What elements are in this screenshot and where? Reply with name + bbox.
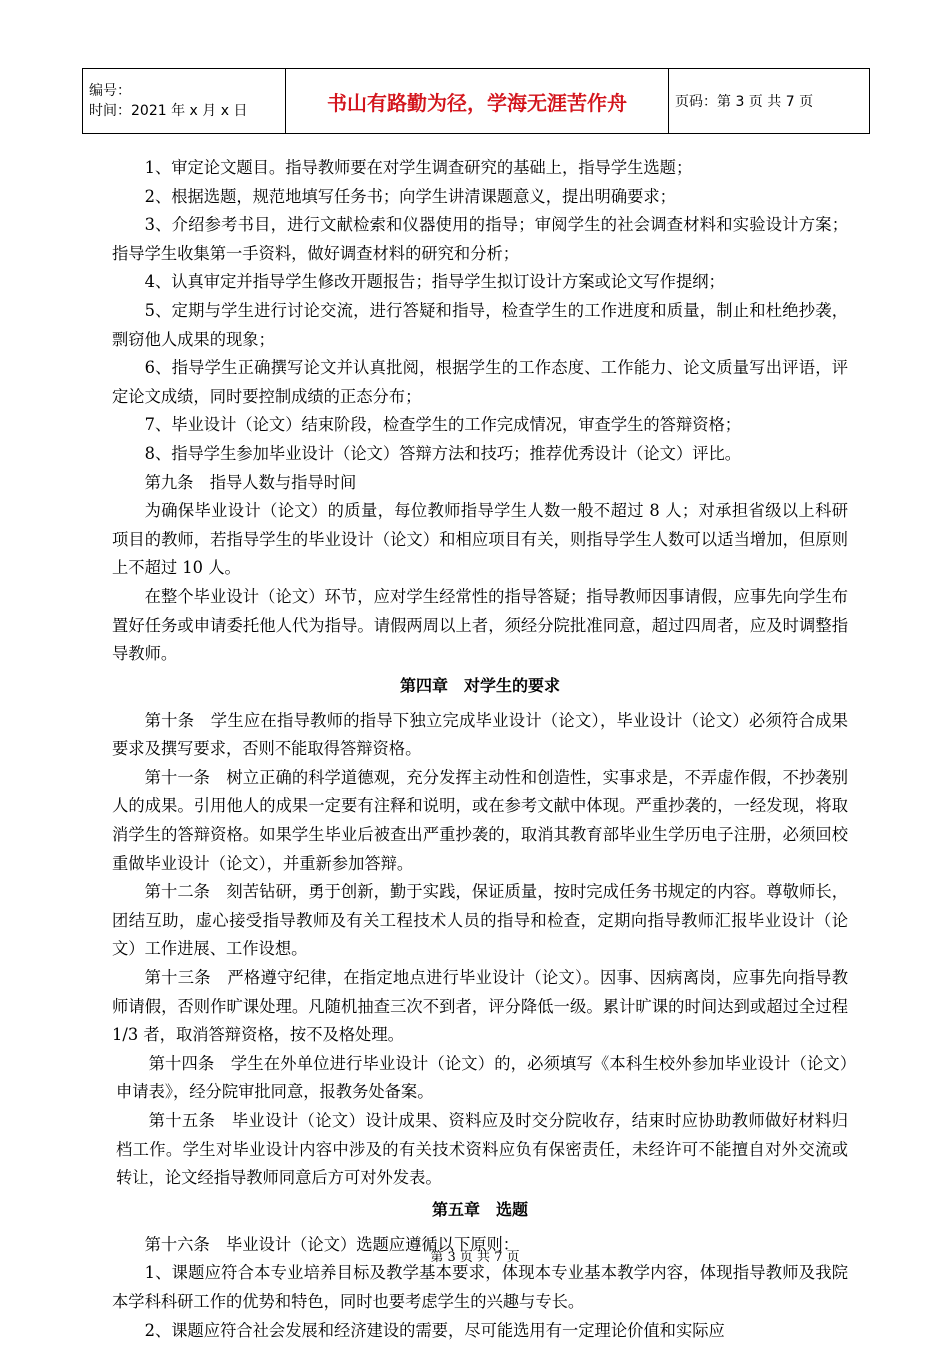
chapter-four-title: 第四章 对学生的要求 bbox=[399, 675, 560, 695]
paragraph: 第十三条 严格遵守纪律，在指定地点进行毕业设计（论文）。因事、因病离岗，应事先向指导教师请假，否则作旷课处理。凡随机抽查三次不到者，评分降低一级。累计旷课的时间达到或超过全过程 1/3 者，取消答辩资格，按不及格处理。 bbox=[112, 968, 848, 1045]
paragraph: 6、指导学生正确撰写论文并认真批阅，根据学生的工作态度、工作能力、论文质量写出评语，评定论文成绩，同时要控制成绩的正态分布； bbox=[112, 358, 848, 406]
chapter-five-title: 第五章 选题 bbox=[431, 1199, 528, 1219]
paragraph: 为确保毕业设计（论文）的质量，每位教师指导学生人数一般不超过 8 人；对承担省级以上科研项目的教师，若指导学生的毕业设计（论文）和相应项目有关，则指导学生人数可以适当增加，但原则上不超过 10 人。 bbox=[112, 501, 848, 578]
paragraph: 第十条 学生应在指导教师的指导下独立完成毕业设计（论文），毕业设计（论文）必须符合成果要求及撰写要求，否则不能取得答辩资格。 bbox=[112, 710, 848, 759]
paragraph: 3、介绍参考书目，进行文献检索和仪器使用的指导；审阅学生的社会调查材料和实验设计方案；指导学生收集第一手资料，做好调查材料的研究和分析； bbox=[112, 215, 848, 263]
paragraph: 第十二条 刻苦钻研，勇于创新，勤于实践，保证质量，按时完成任务书规定的内容。尊敬师长，团结互助，虚心接受指导教师及有关工程技术人员的指导和检查，定期向指导教师汇报毕业设计（论文）工作进展、工作设想。 bbox=[112, 882, 848, 959]
paragraph: 第十五条 毕业设计（论文）设计成果、资料应及时交分院收存，结束时应协助教师做好材料归档工作。学生对毕业设计内容中涉及的有关技术资料应负有保密责任，未经许可不能擅自对外交流或转让，论文经指导教师同意后方可对外发表。 bbox=[116, 1111, 848, 1188]
page-header bbox=[82, 68, 870, 134]
paragraph: 第十四条 学生在外单位进行毕业设计（论文）的，必须填写《本科生校外参加毕业设计（论文）申请表》，经分院审批同意，报教务处备案。 bbox=[116, 1053, 848, 1102]
paragraph: 第十六条 毕业设计（论文）选题应遵循以下原则： bbox=[144, 1234, 520, 1254]
paragraph: 4、认真审定并指导学生修改开题报告；指导学生拟订设计方案或论文写作提纲； bbox=[144, 272, 725, 292]
paragraph: 第十一条 树立正确的科学道德观，充分发挥主动性和创造性，实事求是，不弄虚作假，不抄袭别人的成果。引用他人的成果一定要有注释和说明，或在参考文献中体现。严重抄袭的，一经发现，将取消学生的答辩资格。如果学生毕业后被查出严重抄袭的，取消其教育部毕业生学历电子注册，必须回校重做毕业设计（论文），并重新参加答辩。 bbox=[112, 767, 848, 873]
document-number-label: 编号： bbox=[89, 83, 131, 99]
paragraph: 5、定期与学生进行讨论交流，进行答疑和指导，检查学生的工作进度和质量，制止和杜绝抄袭，剽窃他人成果的现象； bbox=[112, 300, 848, 349]
paragraph: 2、根据选题，规范地填写任务书；向学生讲清课题意义，提出明确要求； bbox=[144, 186, 676, 206]
document-date-label: 时间：2021 年 x 月 x 日 bbox=[89, 103, 248, 119]
header-page-info: 页码：第 3 页 共 7 页 bbox=[669, 69, 870, 134]
paragraph: 1、审定论文题目。指导教师要在对学生调查研究的基础上，指导学生选题； bbox=[144, 158, 693, 177]
paragraph: 在整个毕业设计（论文）环节，应对学生经常性的指导答疑；指导教师因事请假，应事先向学生布置好任务或申请委托他人代为指导。请假两周以上者，须经分院批准同意，超过四周者，应及时调整指导教师。 bbox=[112, 586, 848, 664]
paragraph: 7、毕业设计（论文）结束阶段，检查学生的工作完成情况，审查学生的答辩资格； bbox=[144, 415, 742, 435]
paragraph: 8、指导学生参加毕业设计（论文）答辩方法和技巧；推荐优秀设计（论文）评比。 bbox=[144, 443, 742, 463]
page-footer: 第 3 页 共 7 页 bbox=[430, 1250, 520, 1265]
paragraph: 1、课题应符合本专业培养目标及教学基本要求，体现本专业基本教学内容，体现指导教师及我院本学科科研工作的优势和特色，同时也要考虑学生的兴趣与专长。 bbox=[112, 1263, 848, 1311]
article-heading: 第九条 指导人数与指导时间 bbox=[144, 472, 357, 492]
paragraph: 2、课题应符合社会发展和经济建设的需要，尽可能选用有一定理论价值和实际应 bbox=[144, 1320, 725, 1340]
document-body bbox=[112, 154, 848, 1345]
header-meta bbox=[83, 69, 286, 134]
header-motto: 书山有路勤为径，学海无涯苦作舟 bbox=[286, 69, 669, 134]
